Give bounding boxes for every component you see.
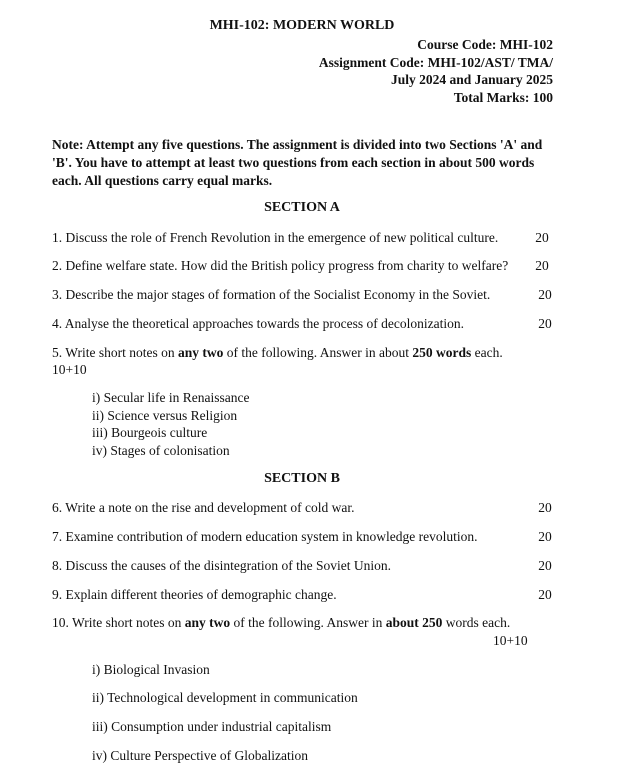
assignment-code: Assignment Code: MHI-102/AST/ TMA/ [318,55,553,70]
question-9: 9. Explain different theories of demographic change. [52,587,337,602]
question-5-option-2: ii) Science versus Religion [92,408,238,423]
question-6-marks: 20 [538,500,552,515]
question-10-option-1: i) Biological Invasion [92,662,210,677]
section-b-heading: SECTION B [264,471,340,486]
instructions-note: Note: Attempt any five questions. The assignment is divided into two Sections 'A' and 'B'. You have to attempt at least two questions from each section in about 500 words each. All questions carry equal marks. [52,137,543,188]
page-title: MHI-102: MODERN WORLD [209,18,395,33]
question-8: 8. Discuss the causes of the disintegration of the Soviet Union. [52,558,391,573]
question-4-marks: 20 [538,316,552,331]
question-10-option-4: iv) Culture Perspective of Globalization [92,748,308,763]
question-5-marks: 10+10 [52,362,87,377]
question-5-suffix: each. [471,345,503,360]
question-7-marks: 20 [538,529,552,544]
question-10-option-2: ii) Technological development in communication [92,690,358,705]
question-2: 2. Define welfare state. How did the British policy progress from charity to welfare? [52,258,509,273]
section-a-heading: SECTION A [264,200,340,215]
question-5-middle: of the following. Answer in about [223,345,413,360]
question-1-marks: 20 [535,230,549,245]
question-8-marks: 20 [538,558,552,573]
question-3-marks: 20 [538,287,552,302]
session-text: July 2024 and January 2025 [390,72,553,87]
question-10-marks: 10+10 [493,633,528,648]
question-5-option-1: i) Secular life in Renaissance [92,390,250,405]
question-10-emphasis-2: about 250 [385,615,443,630]
question-10-prefix: 10. Write short notes on [52,615,185,630]
question-5 [52,345,503,361]
question-1: 1. Discuss the role of French Revolution in the emergence of new political culture. [52,230,499,245]
question-5-option-3: iii) Bourgeois culture [92,425,208,440]
question-2-marks: 20 [535,258,549,273]
question-10-suffix: words each. [442,615,511,630]
question-10-emphasis-1: any two [184,615,231,630]
question-3: 3. Describe the major stages of formation of the Socialist Economy in the Soviet. [52,287,491,302]
question-10-middle: of the following. Answer in [230,615,386,630]
question-6: 6. Write a note on the rise and development of cold war. [52,500,355,515]
question-5-emphasis-2: 250 words [412,345,472,360]
course-code: Course Code: MHI-102 [417,37,553,52]
question-5-emphasis-1: any two [177,345,224,360]
question-5-prefix: 5. Write short notes on [52,345,178,360]
question-10-option-3: iii) Consumption under industrial capitalism [92,719,332,734]
question-10 [52,615,510,631]
total-marks: Total Marks: 100 [453,90,553,105]
question-7: 7. Examine contribution of modern education system in knowledge revolution. [52,529,478,544]
question-4: 4. Analyse the theoretical approaches towards the process of decolonization. [52,316,464,331]
question-9-marks: 20 [538,587,552,602]
question-5-option-4: iv) Stages of colonisation [92,443,230,458]
